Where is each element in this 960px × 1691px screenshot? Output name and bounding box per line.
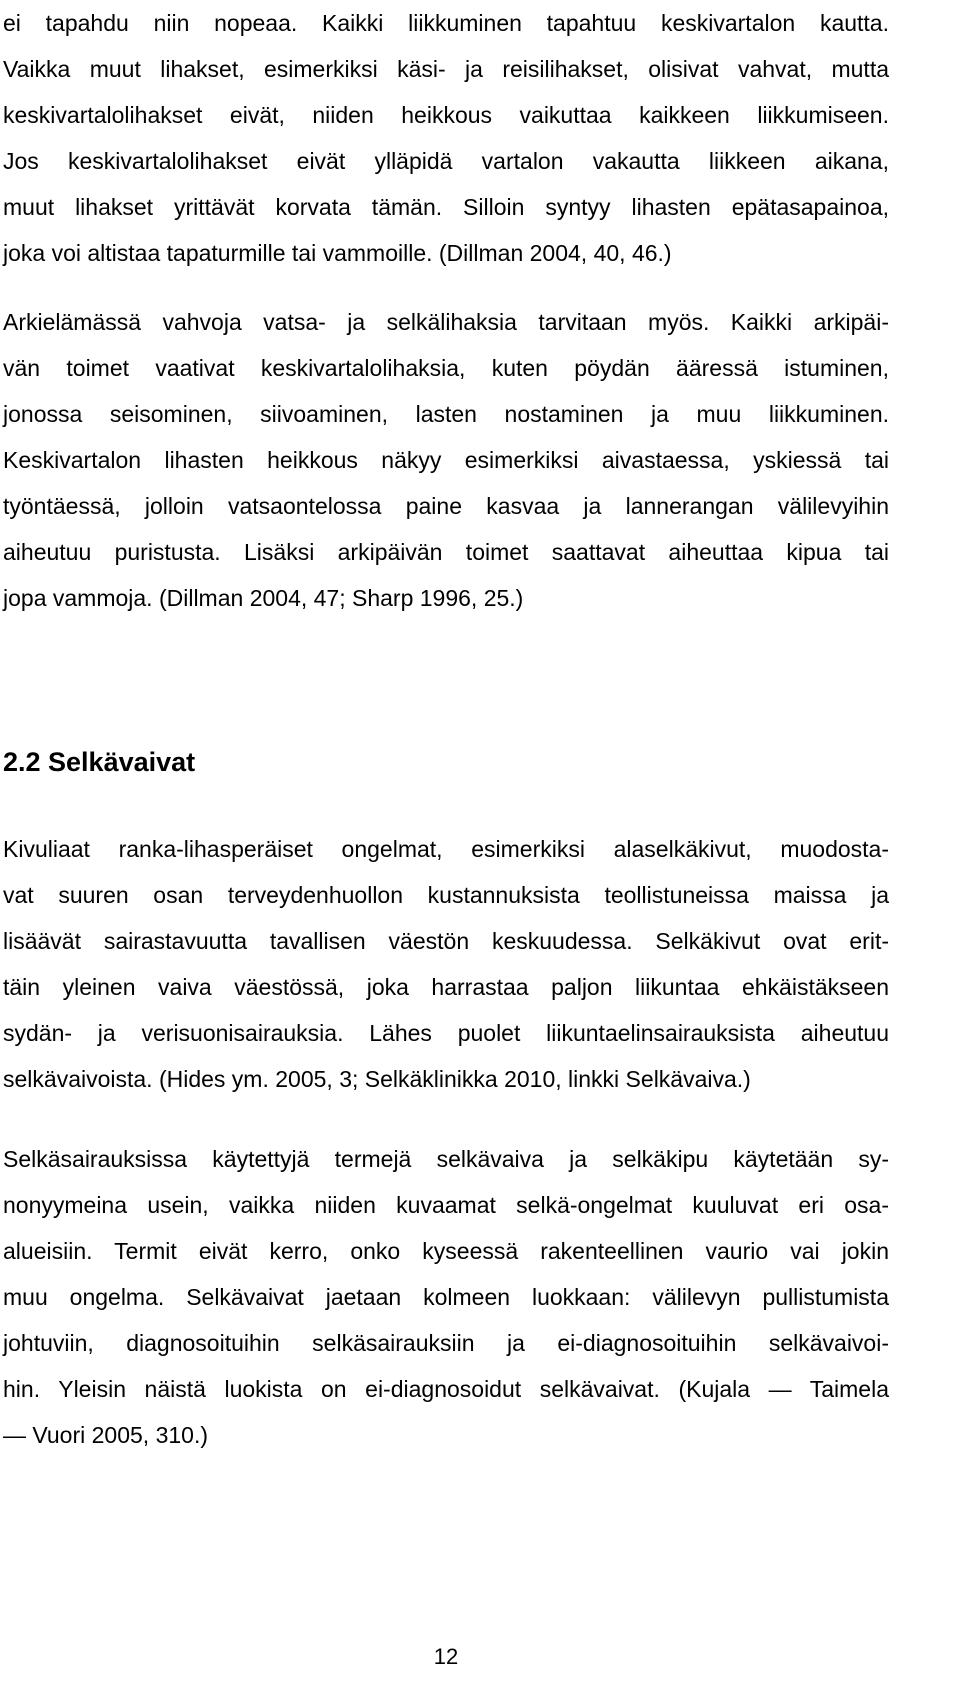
text-line: keskivartalolihakset eivät, niiden heikkous vaikuttaa kaikkeen liikkumiseen. bbox=[3, 102, 889, 128]
text-line: aiheutuu puristusta. Lisäksi arkipäivän toimet saattavat aiheuttaa kipua tai bbox=[3, 539, 889, 565]
text-line: johtuviin, diagnosoituihin selkäsairauksiin ja ei-diagnosoituihin selkävaivoi- bbox=[3, 1330, 889, 1356]
text-line: alueisiin. Termit eivät kerro, onko kyseessä rakenteellinen vaurio vai jokin bbox=[3, 1238, 889, 1264]
section-heading: 2.2 Selkävaivat bbox=[3, 747, 196, 777]
text-line: — Vuori 2005, 310.) bbox=[3, 1422, 208, 1448]
paragraph-core-muscles bbox=[3, 0, 889, 276]
paragraph-everyday-life bbox=[3, 299, 889, 621]
text-line: työntäessä, jolloin vatsaontelossa paine kasvaa ja lannerangan välilevyihin bbox=[3, 493, 889, 519]
text-line: vän toimet vaativat keskivartalolihaksia, kuten pöydän ääressä istuminen, bbox=[3, 355, 889, 381]
text-line: vat suuren osan terveydenhuollon kustannuksista teollistuneissa maissa ja bbox=[3, 882, 889, 908]
text-line: jopa vammoja. (Dillman 2004, 47; Sharp 1996, 25.) bbox=[3, 585, 524, 611]
text-line: Keskivartalon lihasten heikkous näkyy esimerkiksi aivastaessa, yskiessä tai bbox=[3, 447, 889, 473]
text-line: Selkäsairauksissa käytettyjä termejä selkävaiva ja selkäkipu käytetään sy- bbox=[3, 1146, 889, 1172]
text-line: selkävaivoista. (Hides ym. 2005, 3; Selkäklinikka 2010, linkki Selkävaiva.) bbox=[3, 1066, 751, 1092]
text-line: Kivuliaat ranka-lihasperäiset ongelmat, esimerkiksi alaselkäkivut, muodosta- bbox=[3, 836, 889, 862]
text-line: hin. Yleisin näistä luokista on ei-diagnosoidut selkävaivat. (Kujala — Taimela bbox=[3, 1376, 889, 1402]
text-line: Vaikka muut lihakset, esimerkiksi käsi- ja reisilihakset, olisivat vahvat, mutta bbox=[3, 56, 889, 82]
text-line: joka voi altistaa tapaturmille tai vammoille. (Dillman 2004, 40, 46.) bbox=[3, 240, 672, 266]
text-line: sydän- ja verisuonisairauksia. Lähes puolet liikuntaelinsairauksista aiheutuu bbox=[3, 1020, 889, 1046]
paragraph-back-pain-costs bbox=[3, 826, 889, 1102]
paragraph-back-terms bbox=[3, 1136, 889, 1458]
page-number: 12 bbox=[433, 1644, 459, 1669]
text-line: lisäävät sairastavuutta tavallisen väestön keskuudessa. Selkäkivut ovat erit- bbox=[3, 928, 889, 954]
text-line: täin yleinen vaiva väestössä, joka harrastaa paljon liikuntaa ehkäistäkseen bbox=[3, 974, 889, 1000]
text-line: muu ongelma. Selkävaivat jaetaan kolmeen luokkaan: välilevyn pullistumista bbox=[3, 1284, 889, 1310]
text-line: ei tapahdu niin nopeaa. Kaikki liikkuminen tapahtuu keskivartalon kautta. bbox=[3, 10, 889, 36]
text-line: jonossa seisominen, siivoaminen, lasten nostaminen ja muu liikkuminen. bbox=[3, 401, 889, 427]
text-line: Arkielämässä vahvoja vatsa- ja selkälihaksia tarvitaan myös. Kaikki arkipäi- bbox=[3, 309, 889, 335]
text-line: nonyymeina usein, vaikka niiden kuvaamat selkä-ongelmat kuuluvat eri osa- bbox=[3, 1192, 889, 1218]
text-line: muut lihakset yrittävät korvata tämän. Silloin syntyy lihasten epätasapainoa, bbox=[3, 194, 889, 220]
text-line: Jos keskivartalolihakset eivät ylläpidä vartalon vakautta liikkeen aikana, bbox=[3, 148, 889, 174]
